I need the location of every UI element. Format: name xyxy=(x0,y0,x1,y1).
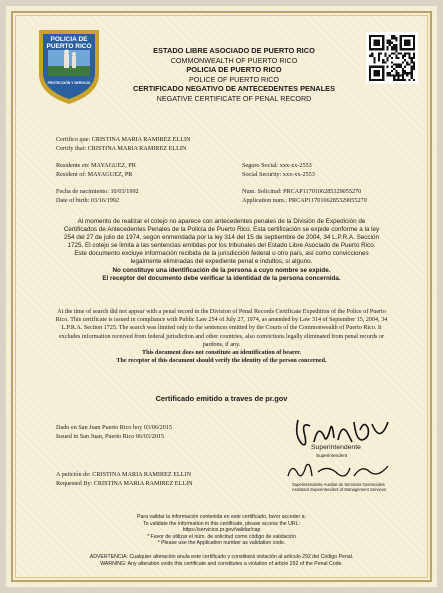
paragraph-english-bold-1: This document does not constitute an identification of bearer. xyxy=(142,350,301,357)
qr-code-icon[interactable] xyxy=(366,32,418,84)
paragraph-spanish-bold-1: No constituye una identificación de la persona a cuyo nombre se expide. xyxy=(112,266,331,274)
residence-en: Resident of: MAYAGUEZ, PR xyxy=(56,171,133,178)
seal-mid-text: PUERTO RICO xyxy=(46,43,92,50)
certify-es: Certifico que: CRISTINA MARIA RAMIREZ ELLIN xyxy=(56,136,191,143)
paragraph-english-text: At the time of search did not appear with a penal record in the Division of Penal Records Certificate Expedition of the Police of Puerto Rico. This certificate is issued in compliance with Public Law 254 of July 27, 1974, as amended by Law 314 of September 15, 2004, 34 L.P.R.A. Section 1725. The search was limited only to the sentences emitted by the Courts of the Commonwealth of Puerto Rico. It excludes information received from federal jurisdiction and other countries, also convictions legally eliminated from penal records or pardons, if any. xyxy=(55,309,388,348)
document-header xyxy=(106,46,362,104)
superintendent-title-es: Superintendente xyxy=(311,444,361,451)
footer-line-4: * Favor de utilizar el núm. de solicitud como código de validación xyxy=(147,533,296,540)
seal-bottom-text: PROTECCIÓN Y SERVICIO xyxy=(47,81,91,85)
validation-footer xyxy=(66,514,377,547)
paragraph-english xyxy=(54,308,389,365)
paragraph-english-bold-2: The receptor of this document should verify the identity of the person concerned. xyxy=(116,358,327,365)
paragraph-spanish xyxy=(62,218,381,283)
header-line-6: NEGATIVE CERTIFICATE OF PENAL RECORD xyxy=(156,93,312,103)
assistant-title-es: Superintendente Auxiliar de Servicios Gerenciales xyxy=(292,482,385,487)
residence-es: Residente en: MAYAGUEZ, PR xyxy=(56,162,136,169)
warning-footer xyxy=(66,554,377,567)
footer-line-2: To validate the information in this certificate, please access the URL: xyxy=(143,520,300,527)
superintendent-title-en: Superintendent xyxy=(316,453,348,458)
application-num-es: Num. Solicitud: PRCAP1170106285329055270 xyxy=(242,188,362,195)
footer-line-1: Para validar la información contenida en este certificado, favor acceder a: xyxy=(137,514,306,520)
police-seal-icon xyxy=(34,26,104,106)
header-line-5: CERTIFICADO NEGATIVO DE ANTECEDENTES PENALES xyxy=(132,84,336,94)
assistant-signature-icon xyxy=(278,458,398,484)
issue-date-en: Issued in San Juan, Puerto Rico 06/03/2015 xyxy=(56,433,165,440)
issue-date-es: Dado en San Juan Puerto Rico hoy 03/06/2015 xyxy=(56,424,173,431)
footer-line-5: * Please use the Application number as validation code. xyxy=(157,540,286,547)
validation-url-link[interactable]: https://servicios.pr.gov/validar/cap xyxy=(182,527,261,534)
birthdate-en: Date of birth: 03/16/1992 xyxy=(56,197,120,204)
ssn-es: Seguro Social: xxx-xx-2553 xyxy=(242,162,312,169)
requested-by-en: Requested By: CRISTINA MARIA RAMIREZ ELLIN xyxy=(56,480,193,487)
warning-line-es: ADVERTENCIA: Cualquier alteración anula este certificado y constituirá violación al artículo 292 del Código Penal. xyxy=(89,554,354,560)
assistant-title-en: Assistant Superintendent of Management Services xyxy=(292,487,387,492)
header-line-4: POLICE OF PUERTO RICO xyxy=(189,74,279,84)
application-num-en: Application num.: PRCAP1170106285329055270 xyxy=(242,197,367,204)
requested-by-es: A petición de: CRISTINA MARIA RAMIREZ ELLIN xyxy=(56,471,192,478)
header-line-3: POLICIA DE PUERTO RICO xyxy=(186,65,282,75)
seal-top-text: POLICIA DE xyxy=(50,36,88,43)
certificate-page xyxy=(6,6,437,587)
paragraph-spanish-bold-2: El receptor del documento debe verificar la identidad de la persona concernida. xyxy=(102,274,341,282)
ssn-en: Social Security: xxx-xx-2553 xyxy=(242,171,315,178)
header-line-2: COMMONWEALTH OF PUERTO RICO xyxy=(170,55,298,65)
certify-en: Certify that: CRISTINA MARIA RAMIREZ ELLIN xyxy=(56,145,187,152)
birthdate-es: Fecha de nacimiento: 10/03/1992 xyxy=(56,188,139,195)
warning-line-en: WARNING: Any alteration voids this certificate and constitutes a violation of article 292 of the Penal Code. xyxy=(100,560,343,567)
header-line-1: ESTADO LIBRE ASOCIADO DE PUERTO RICO xyxy=(153,46,315,55)
emitted-via-line: Certificado emitido a traves de pr.gov xyxy=(155,394,288,403)
paragraph-spanish-text: Al momento de realizar el cotejo no aparece con antecedentes penales de la División de Expedición de Certificados de Antecedentes Penales de la Policía de Puerto Rico. Esta certificación se expide conforme a la ley 254 del 27 de julio de 1974, según enmendada por la ley 314 del 15 de septiembre de 2004, 34 L.P.R.A. Sección 1725. El cotejo se limita a las sentencias emitidas por los tribunales del Estado Libre Asociado de Puerto Rico. Este documento excluye información recibida de la jurisdicción federal u otro país, así como convicciones legalmente eliminadas del expediente penal e indultos, si alguno. xyxy=(63,218,380,266)
